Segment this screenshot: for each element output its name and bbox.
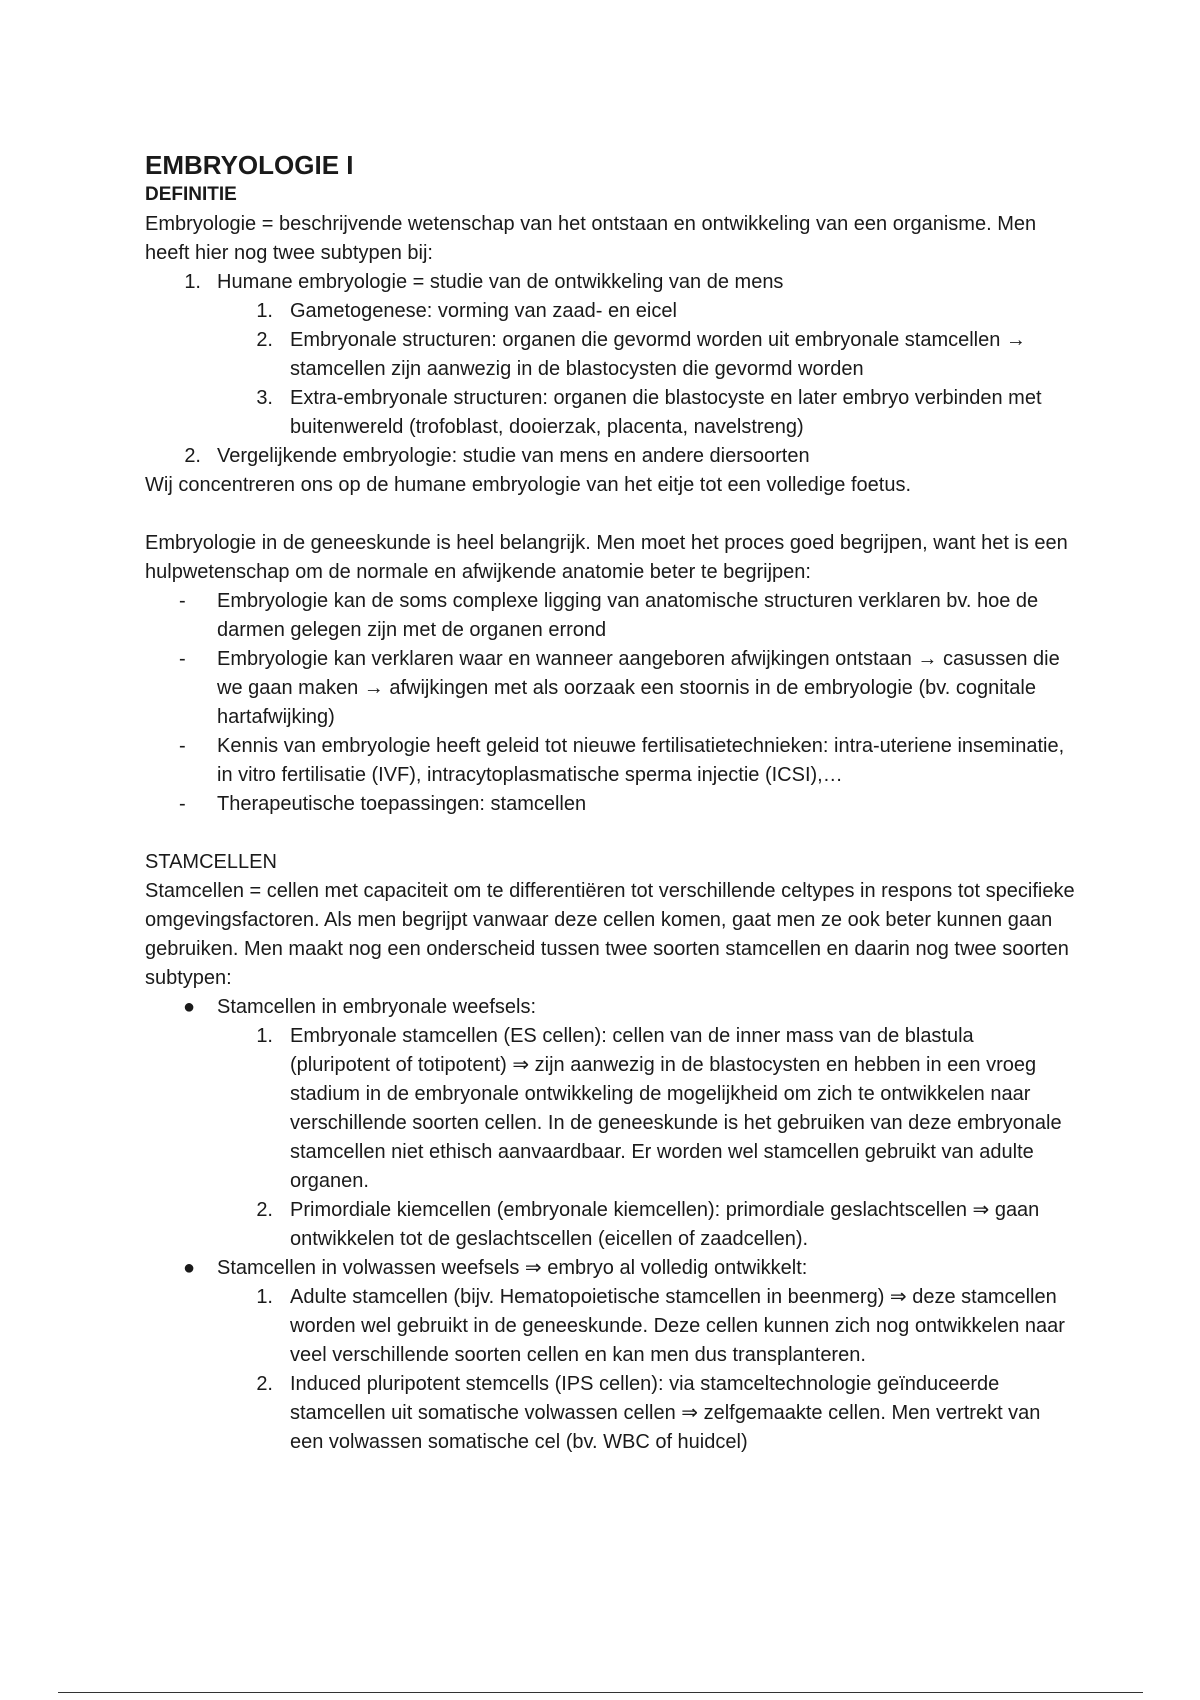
spacer	[145, 500, 1075, 529]
list-number: 2.	[256, 329, 273, 351]
list-item	[145, 1196, 1075, 1254]
list-item-text: Stamcellen in volwassen weefsels ⇒ embryo al volledig ontwikkelt:	[217, 1257, 808, 1279]
list-item-text: Vergelijkende embryologie: studie van mens en andere diersoorten	[217, 445, 810, 467]
section-heading-definitie: DEFINITIE	[145, 184, 237, 205]
list-number: 1.	[256, 1286, 273, 1308]
definitie-closing: Wij concentreren ons op de humane embryologie van het eitje tot een volledige foetus.	[145, 474, 912, 496]
list-item-text: Embryologie kan de soms complexe ligging van anatomische structuren verklaren bv. hoe de darmen gelegen zijn met de organen errond	[217, 590, 1039, 641]
footer-divider	[58, 1692, 1143, 1693]
belang-list	[145, 587, 1075, 819]
list-item-text: Embryonale structuren: organen die gevormd worden uit embryonale stamcellen → stamcellen zijn aanwezig in de blastocysten die gevormd worden	[290, 329, 1026, 380]
document-page	[145, 148, 1075, 1457]
list-item-text: Embryologie kan verklaren waar en wanneer aangeboren afwijkingen ontstaan → casussen die we gaan maken → afwijkingen met als oorzaak een stoornis in de embryologie (bv. cognitale hartafwijking)	[217, 648, 1060, 728]
section-heading-stamcellen: STAMCELLEN	[145, 851, 277, 873]
bullet-marker: ●	[183, 1257, 196, 1279]
list-item	[145, 790, 1075, 819]
dash-marker: -	[179, 590, 186, 612]
dash-marker: -	[179, 648, 186, 670]
list-number: 1.	[256, 300, 273, 322]
list-item	[145, 587, 1075, 645]
list-item	[145, 442, 1075, 471]
list-item	[145, 732, 1075, 790]
list-item-text: Extra-embryonale structuren: organen die blastocyste en later embryo verbinden met buitenwereld (trofoblast, dooierzak, placenta, navelstreng)	[290, 387, 1042, 438]
stamcellen-intro: Stamcellen = cellen met capaciteit om te differentiëren tot verschillende celtypes in respons tot specifieke omgevingsfactoren. Als men begrijpt vanwaar deze cellen komen, gaat men ze ook beter kunnen gaan gebruiken. Men maakt nog een onderscheid tussen twee soorten stamcellen en daarin nog twee soorten subtypen:	[145, 880, 1075, 989]
list-item-text: Gametogenese: vorming van zaad- en eicel	[290, 300, 677, 322]
list-item	[145, 326, 1075, 384]
list-item	[145, 297, 1075, 326]
list-number: 2.	[184, 445, 201, 467]
list-number: 1.	[256, 1025, 273, 1047]
dash-marker: -	[179, 793, 186, 815]
list-item	[145, 1254, 1075, 1283]
list-number: 2.	[256, 1373, 273, 1395]
list-item-text: Primordiale kiemcellen (embryonale kiemcellen): primordiale geslachtscellen ⇒ gaan ontwikkelen tot de geslachtscellen (eicellen of zaadcellen).	[290, 1199, 1040, 1250]
definitie-list	[145, 268, 1075, 471]
list-item-text: Induced pluripotent stemcells (IPS cellen): via stamceltechnologie geïnduceerde stamcellen uit somatische volwassen cellen ⇒ zelfgemaakte cellen. Men vertrekt van een volwassen somatische cel (bv. WBC of huidcel)	[290, 1373, 1041, 1453]
page-title: EMBRYOLOGIE I	[145, 150, 354, 180]
dash-marker: -	[179, 735, 186, 757]
definitie-intro: Embryologie = beschrijvende wetenschap van het ontstaan en ontwikkeling van een organisme. Men heeft hier nog twee subtypen bij:	[145, 213, 1037, 264]
list-number: 3.	[256, 387, 273, 409]
list-item	[145, 268, 1075, 297]
list-item-text: Embryonale stamcellen (ES cellen): cellen van de inner mass van de blastula (pluripotent of totipotent) ⇒ zijn aanwezig in de blastocysten en hebben in een vroeg stadium in de embryonale ontwikkeling de mogelijkheid om zich te ontwikkelen naar verschillende soorten cellen. In de geneeskunde is het gebruiken van deze embryonale stamcellen niet ethisch aanvaardbaar. Er worden wel stamcellen gebruikt van adulte organen.	[290, 1025, 1062, 1192]
list-item	[145, 1370, 1075, 1457]
belang-intro: Embryologie in de geneeskunde is heel belangrijk. Men moet het proces goed begrijpen, want het is een hulpwetenschap om de normale en afwijkende anatomie beter te begrijpen:	[145, 532, 1068, 583]
list-item-text: Stamcellen in embryonale weefsels:	[217, 996, 537, 1018]
list-item-text: Adulte stamcellen (bijv. Hematopoietische stamcellen in beenmerg) ⇒ deze stamcellen worden wel gebruikt in de geneeskunde. Deze cellen kunnen zich nog ontwikkelen naar veel verschillende soorten cellen en kan men dus transplanteren.	[290, 1286, 1065, 1366]
list-item	[145, 1022, 1075, 1196]
list-item	[145, 1283, 1075, 1370]
spacer	[145, 819, 1075, 848]
stamcellen-list	[145, 993, 1075, 1457]
list-item	[145, 993, 1075, 1022]
list-number: 1.	[184, 271, 201, 293]
list-number: 2.	[256, 1199, 273, 1221]
list-item	[145, 645, 1075, 732]
list-item-text: Therapeutische toepassingen: stamcellen	[217, 793, 587, 815]
list-item-text: Kennis van embryologie heeft geleid tot nieuwe fertilisatietechnieken: intra-uteriene inseminatie, in vitro fertilisatie (IVF), intracytoplasmatische sperma injectie (ICSI),…	[217, 735, 1065, 786]
bullet-marker: ●	[183, 996, 196, 1018]
list-item	[145, 384, 1075, 442]
list-item-text: Humane embryologie = studie van de ontwikkeling van de mens	[217, 271, 784, 293]
